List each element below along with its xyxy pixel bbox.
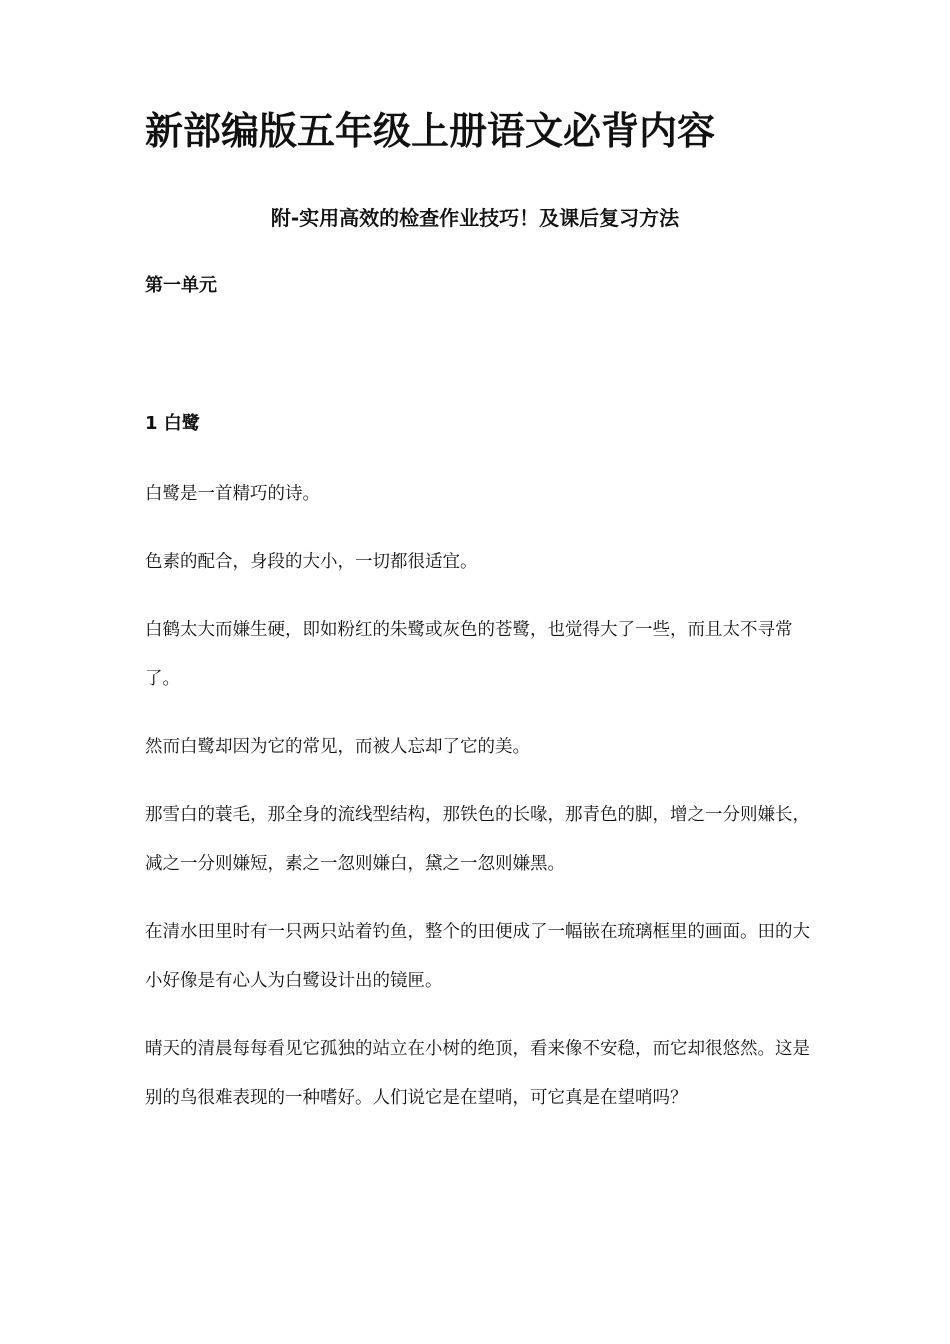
paragraph: 白鹭是一首精巧的诗。 — [145, 484, 320, 504]
paragraph: 那雪白的蓑毛，那全身的流线型结构，那铁色的长喙，那青色的脚，增之一分则嫌长，减之一分则嫌短，素之一忽则嫌白，黛之一忽则嫌黑。 — [145, 805, 810, 874]
unit-heading: 第一单元 — [145, 275, 217, 296]
lesson-text — [145, 470, 815, 1142]
lesson-heading: 1 白鹭 — [145, 413, 200, 434]
paragraph: 白鹤太大而嫌生硬，即如粉红的朱鹭或灰色的苍鹭，也觉得大了一些，而且太不寻常了。 — [145, 620, 793, 689]
paragraph: 然而白鹭却因为它的常见，而被人忘却了它的美。 — [145, 737, 530, 757]
paragraph: 晴天的清晨每每看见它孤独的站立在小树的绝顶，看来像不安稳，而它却很悠然。这是别的鸟很难表现的一种嗜好。人们说它是在望哨，可它真是在望哨吗？ — [145, 1039, 810, 1108]
document-title: 新部编版五年级上册语文必背内容 — [145, 109, 716, 153]
document-subtitle: 附-实用高效的检查作业技巧！及课后复习方法 — [270, 206, 680, 230]
paragraph: 色素的配合，身段的大小，一切都很适宜。 — [145, 552, 478, 572]
paragraph: 在清水田里时有一只两只站着钓鱼，整个的田便成了一幅嵌在琉璃框里的画面。田的大小好像是有心人为白鹭设计出的镜匣。 — [145, 922, 810, 991]
